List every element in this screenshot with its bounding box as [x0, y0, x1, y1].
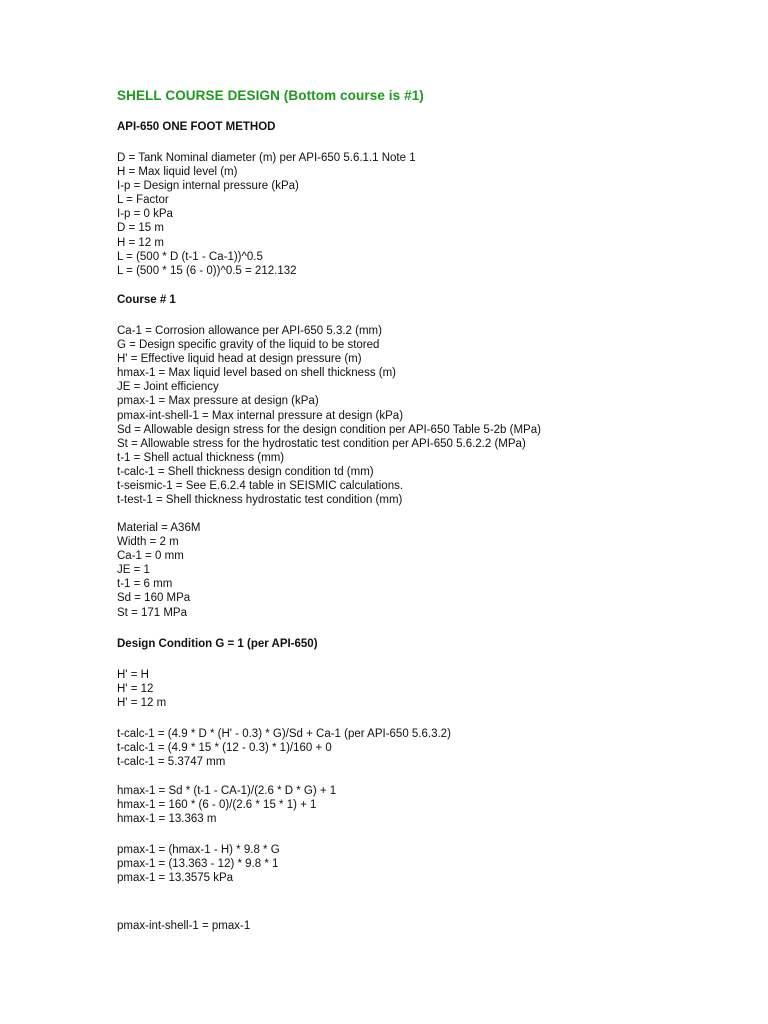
document-title: SHELL COURSE DESIGN (Bottom course is #1): [117, 88, 424, 103]
definition-line: Ca-1 = Corrosion allowance per API-650 5.3.2 (mm): [117, 325, 382, 337]
material-line: t-1 = 6 mm: [117, 578, 173, 591]
definition-line: pmax-1 = Max pressure at design (kPa): [117, 395, 319, 408]
head-line: H' = 12 m: [117, 697, 167, 710]
definition-line: Sd = Allowable design stress for the design condition per API-650 Table 5-2b (MPa): [117, 423, 541, 436]
material-line: St = 171 MPa: [117, 606, 187, 619]
pmax-line: pmax-1 = 13.3575 kPa: [117, 872, 234, 885]
tcalc-block: [117, 727, 451, 769]
method-line: L = (500 * 15 (6 - 0))^0.5 = 212.132: [117, 264, 297, 277]
definition-line: St = Allowable stress for the hydrostatic test condition per API-650 5.6.2.2 (MPa): [117, 437, 526, 450]
method-heading: API-650 ONE FOOT METHOD: [117, 121, 276, 133]
hmax-line: hmax-1 = 160 * (6 - 0)/(2.6 * 15 * 1) + 1: [117, 799, 317, 812]
definition-line: hmax-1 = Max liquid level based on shell thickness (m): [117, 367, 396, 380]
tcalc-line: t-calc-1 = (4.9 * D * (H' - 0.3) * G)/Sd + Ca-1 (per API-650 5.6.3.2): [117, 728, 451, 740]
method-line: H = 12 m: [117, 236, 164, 249]
hmax-block: [117, 784, 336, 826]
pmax-int-line: pmax-int-shell-1 = pmax-1: [117, 920, 251, 932]
method-line: L = (500 * D (t-1 - Ca-1))^0.5: [117, 250, 263, 263]
definition-line: JE = Joint efficiency: [117, 381, 219, 394]
definition-line: t-calc-1 = Shell thickness design condition td (mm): [117, 465, 374, 478]
pmax-block: [117, 843, 280, 885]
tcalc-line: t-calc-1 = 5.3747 mm: [117, 756, 226, 769]
definition-line: t-1 = Shell actual thickness (mm): [117, 451, 285, 464]
definition-line: t-test-1 = Shell thickness hydrostatic test condition (mm): [117, 494, 403, 507]
head-block: [117, 668, 166, 710]
pmax-line: pmax-1 = (13.363 - 12) * 9.8 * 1: [117, 858, 279, 871]
material-line: Material = A36M: [117, 522, 201, 534]
material-line: Sd = 160 MPa: [117, 592, 191, 605]
definition-line: pmax-int-shell-1 = Max internal pressure at design (kPa): [117, 409, 404, 422]
pmax-int-block: [117, 919, 250, 933]
head-line: H' = H: [117, 669, 149, 681]
course-heading: Course # 1: [117, 294, 176, 306]
pmax-line: pmax-1 = (hmax-1 - H) * 9.8 * G: [117, 844, 280, 856]
tcalc-line: t-calc-1 = (4.9 * 15 * (12 - 0.3) * 1)/160 + 0: [117, 742, 332, 755]
method-line: L = Factor: [117, 194, 169, 207]
definitions-block: [117, 324, 541, 507]
method-line: I-p = Design internal pressure (kPa): [117, 180, 299, 193]
method-line: D = 15 m: [117, 222, 164, 235]
design-condition-heading: Design Condition G = 1 (per API-650): [117, 638, 318, 650]
method-line: I-p = 0 kPa: [117, 208, 173, 221]
head-line: H' = 12: [117, 683, 154, 696]
material-line: Ca-1 = 0 mm: [117, 550, 184, 563]
definition-line: G = Design specific gravity of the liquid to be stored: [117, 339, 380, 352]
definition-line: H' = Effective liquid head at design pressure (m): [117, 353, 362, 366]
definition-line: t-seismic-1 = See E.6.2.4 table in SEISMIC calculations.: [117, 480, 404, 493]
hmax-line: hmax-1 = 13.363 m: [117, 813, 217, 826]
material-line: JE = 1: [117, 564, 150, 577]
hmax-line: hmax-1 = Sd * (t-1 - CA-1)/(2.6 * D * G) + 1: [117, 785, 337, 797]
method-block: [117, 151, 416, 278]
method-line: D = Tank Nominal diameter (m) per API-650 5.6.1.1 Note 1: [117, 152, 416, 164]
material-line: Width = 2 m: [117, 536, 179, 549]
material-block: [117, 521, 200, 620]
method-line: H = Max liquid level (m): [117, 166, 238, 179]
